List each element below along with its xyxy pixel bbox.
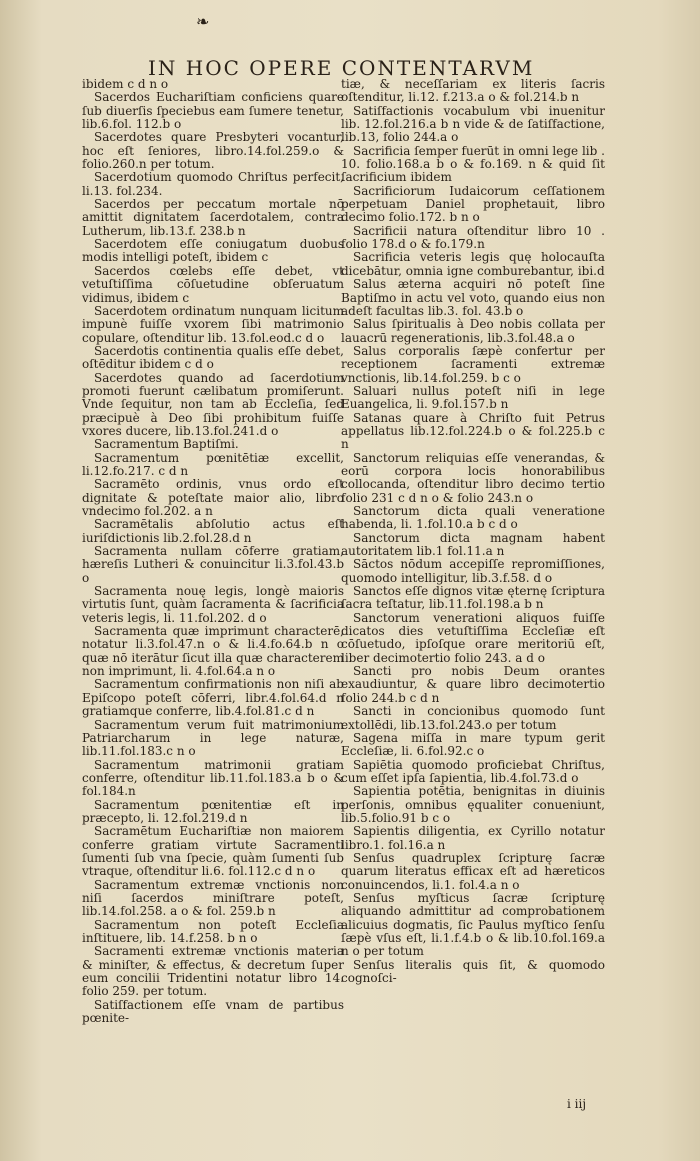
index-entry: Saluari nullus poteſt niſi in lege Euangelica, li. 9.fol.157.b n [341, 383, 605, 412]
index-entry: Sacramenta nouę legis, longè maioris virtutis ſunt, quàm ſacramenta & ſacrificia veteris legis, li. 11.fol.202. d o [82, 584, 344, 625]
index-entry: Salus æterna acquiri nō poteſt ſine Baptiſmo in actu vel voto, quando eius non adeſt facultas lib.3. fol. 43.b o [341, 277, 605, 318]
index-entry: Sacramentum verum fuit matrimonium Patriarcharum in lege naturæ, lib.11.fol.183.c n o [82, 717, 344, 759]
index-entry: Sacerdos cœlebs eſſe debet, vt vetuſtiſſima cōſuetudine obſeruatum vidimus, ibidem c [82, 263, 344, 305]
index-entry: Sacerdotem ordinatum nunquam licitum impunè fuiſſe vxorem ſibi matrimonio copulare, oſtenditur lib. 13.fol.eod.c d o [82, 303, 344, 345]
index-entry: Sacerdotem eſſe coniugatum duobus modis intelligi poteſt, ibidem c [82, 237, 344, 265]
index-entry: Sacramenta quæ imprimunt characterē, notatur li.3.fol.47.n o & li.4.fo.64.b n o quæ nō iterātur ſicut illa quæ characterem non imprimunt, li. 4.fol.64.a n o [82, 624, 344, 679]
left-column [82, 78, 344, 1025]
signature-mark: i iij [567, 1097, 587, 1111]
index-entry: ibidem c d n o [82, 77, 169, 91]
index-entry: Satiſfactionis vocabulum vbi inuenitur lib. 12.fol.216.a b n vide & de ſatiſfactione, lib.13, folio 244.a o [341, 103, 605, 145]
index-entry: Sacramentum pœnitentiæ eſt in præcepto, li. 12.fol.219.d n [82, 797, 344, 825]
index-entry: Sacerdotis continentia qualis eſſe debet, oſtēditur ibidem c d o [82, 343, 344, 372]
index-entry: Sacerdotes quando ad ſacerdotium promoti fuerunt cælibatum promiſerunt. Vnde ſequitur, non tam ab Eccleſia, ſed præcipuè à Deo ſibi prohibitum fuiſſe vxores ducere, lib.13.fol.241.d o [82, 370, 344, 438]
index-entry: Sanctorum venerationi aliquos fuiſſe dicatos dies vetuſtiſſima Eccleſiæ eſt cōſuetudo, ipſoſque orare meritoriū eſt, liber decimotertio folio 243. a d o [341, 610, 605, 665]
index-entry: Salus ſpiritualis à Deo nobis collata per lauacrū regenerationis, lib.3.fol.48.a o [341, 317, 605, 345]
index-entry: Sacramētalis abſolutio actus eſt iuriſdictionis lib.2.fol.28.d n [82, 517, 344, 545]
index-entry: Sapientia potētia, benignitas in diuinis perſonis, omnibus ęqualiter conueniunt, lib.5.folio.91 b c o [341, 784, 605, 825]
index-entry: Sacrificii natura oſtenditur libro 10 . folio 178.d o & fo.179.n [341, 223, 605, 252]
index-entry: Sagena miſſa in mare typum gerit Eccleſiæ, li. 6.fol.92.c o [341, 730, 605, 759]
index-entry: Senſus myſticus ſacræ ſcripturę aliquando admittitur ad comprobationem alicuius dogmatis, ſic Paulus myſtico ſenſu ſæpè vſus eſt, li.1.f.4.b o & lib.10.fol.169.a n o per totum [341, 890, 605, 959]
index-entry: Sanctorum reliquias eſſe venerandas, & eorū corpora locis honorabilibus collocanda, oſtenditur libro decimo tertio folio 231 c d n o & folio 243.n o [341, 450, 605, 505]
index-entry: Sapientis diligentia, ex Cyrillo notatur libro.1. fol.16.a n [341, 824, 605, 852]
index-entry: Satiſfactionem eſſe vnam de partibus pœnite- [82, 997, 344, 1026]
index-entry: Sāctos nōdum accepiſſe repromiſſiones, quomodo intelligitur, lib.3.f.58. d o [341, 557, 605, 585]
index-entry: Sacramentum confirmationis non niſi ab Epiſcopo poteſt cōferri, libr.4.fol.64.d n gratiamque conferre, lib.4.fol.81.c d n [82, 677, 344, 719]
index-entry: Satanas quare à Chriſto fuit Petrus appellatus lib.12.fol.224.b o & fol.225.b c n [341, 410, 605, 452]
right-column [341, 78, 605, 985]
index-entry: Sacrificiorum Iudaicorum ceſſationem perpetuam Daniel prophetauit, libro decimo folio.172. b n o [341, 183, 605, 225]
index-entry: Salus corporalis ſæpè confertur per receptionem ſacramenti extremæ vnctionis, lib.14.fol.259. b c o [341, 343, 605, 385]
index-entry: Sacerdos per peccatum mortale nō amittit dignitatem ſacerdotalem, contra Lutherum, lib.13.f. 238.b n [82, 197, 344, 238]
index-entry: Sancti in concionibus quomodo ſunt extollēdi, lib.13.fol.243.o per totum [341, 704, 605, 732]
index-entry: Sacramenti extremæ vnctionis materia & miniſter, & effectus, & decretum ſuper eum concilii Tridentini notatur libro 14. folio 259. per totum. [82, 944, 344, 999]
index-entry: Sanctorum dicta quali veneratione habenda, li. 1.fol.10.a b c d o [341, 504, 605, 532]
index-entry: Senſus literalis quis ſit, & quomodo cognoſci- [341, 957, 605, 986]
index-entry: Sacramentum extremæ vnctionis non niſi ſacerdos miniſtrare poteſt, lib.14.fol.258. a o & fol. 259.b n [82, 877, 344, 919]
index-entry: Sacramenta nullam cōferre gratiam, hæreſis Lutheri & conuincitur li.3.fol.43.b o [82, 544, 344, 585]
index-entry: tiæ, & neceſſariam ex literis ſacris oſtenditur, li.12. f.213.a o & fol.214.b n [341, 77, 605, 105]
index-entry: Sacerdotium quomodo Chriſtus perfecit, li.13. fol.234. [82, 170, 344, 198]
running-header: IN HOC OPERE CONTENTARVM [148, 56, 535, 80]
index-entry: Sacrificia ſemper fuerūt in omni lege lib . 10. folio.168.a b o & fo.169. n & quid ſit ſacrificium ibidem [341, 143, 605, 185]
index-entry: Sancti pro nobis Deum orantes exaudiuntur, & quare libro decimotertio folio 244.b c d n [341, 664, 605, 705]
index-entry: Sacramēto ordinis, vnus ordo eſt dignitate & poteſtate maior alio, libro vndecimo fol.202. a n [82, 477, 344, 518]
index-entry: Sacramentum pœnitētiæ excellit, li.12.fo.217. c d n [82, 450, 344, 478]
ornament-mark: ❧ [196, 12, 210, 31]
index-entry: Sacrificia veteris legis quę holocauſta dicebātur, omnia igne comburebantur, ibi.d [341, 250, 605, 278]
index-entry: Sacerdos Euchariſtiam conficiens quare ſub diuerſis ſpeciebus eam ſumere tenetur, lib.6.fol. 112.b o [82, 90, 344, 132]
index-entry: Sacramentum non poteſt Eccleſia inſtituere, lib. 14.f.258. b n o [82, 917, 344, 945]
index-entry: Sacramentum Baptiſmi. [94, 437, 239, 452]
index-entry: Sanctorum dicta magnam habent autoritatem lib.1 fol.11.a n [341, 530, 605, 559]
index-entry: Sacramentum matrimonii gratiam conferre, oſtenditur lib.11.fol.183.a b o & fol.184.n [82, 757, 344, 799]
index-entry: Sapiētia quomodo proficiebat Chriſtus, cum eſſet ipſa ſapientia, lib.4.fol.73.d o [341, 757, 605, 785]
index-entry: Senſus quadruplex ſcripturę ſacræ quarum literatus efficax eſt ad hæreticos conuincendos, li.1. fol.4.a n o [341, 850, 605, 892]
index-entry: Sacerdotes quare Presbyteri vocantur, hoc eſt ſeniores, libro.14.fol.259.o & folio.260.n per totum. [82, 130, 344, 172]
index-entry: Sacramētum Euchariſtiæ non maiorem conferre gratiam virtute Sacramenti ſumenti ſub vna ſpecie, quàm ſumenti ſub vtraque, oſtenditur li.6. fol.112.c d n o [82, 824, 344, 879]
index-entry: Sanctos eſſe dignos vitæ ęternę ſcriptura ſacra teſtatur, lib.11.fol.198.a b n [341, 584, 605, 612]
